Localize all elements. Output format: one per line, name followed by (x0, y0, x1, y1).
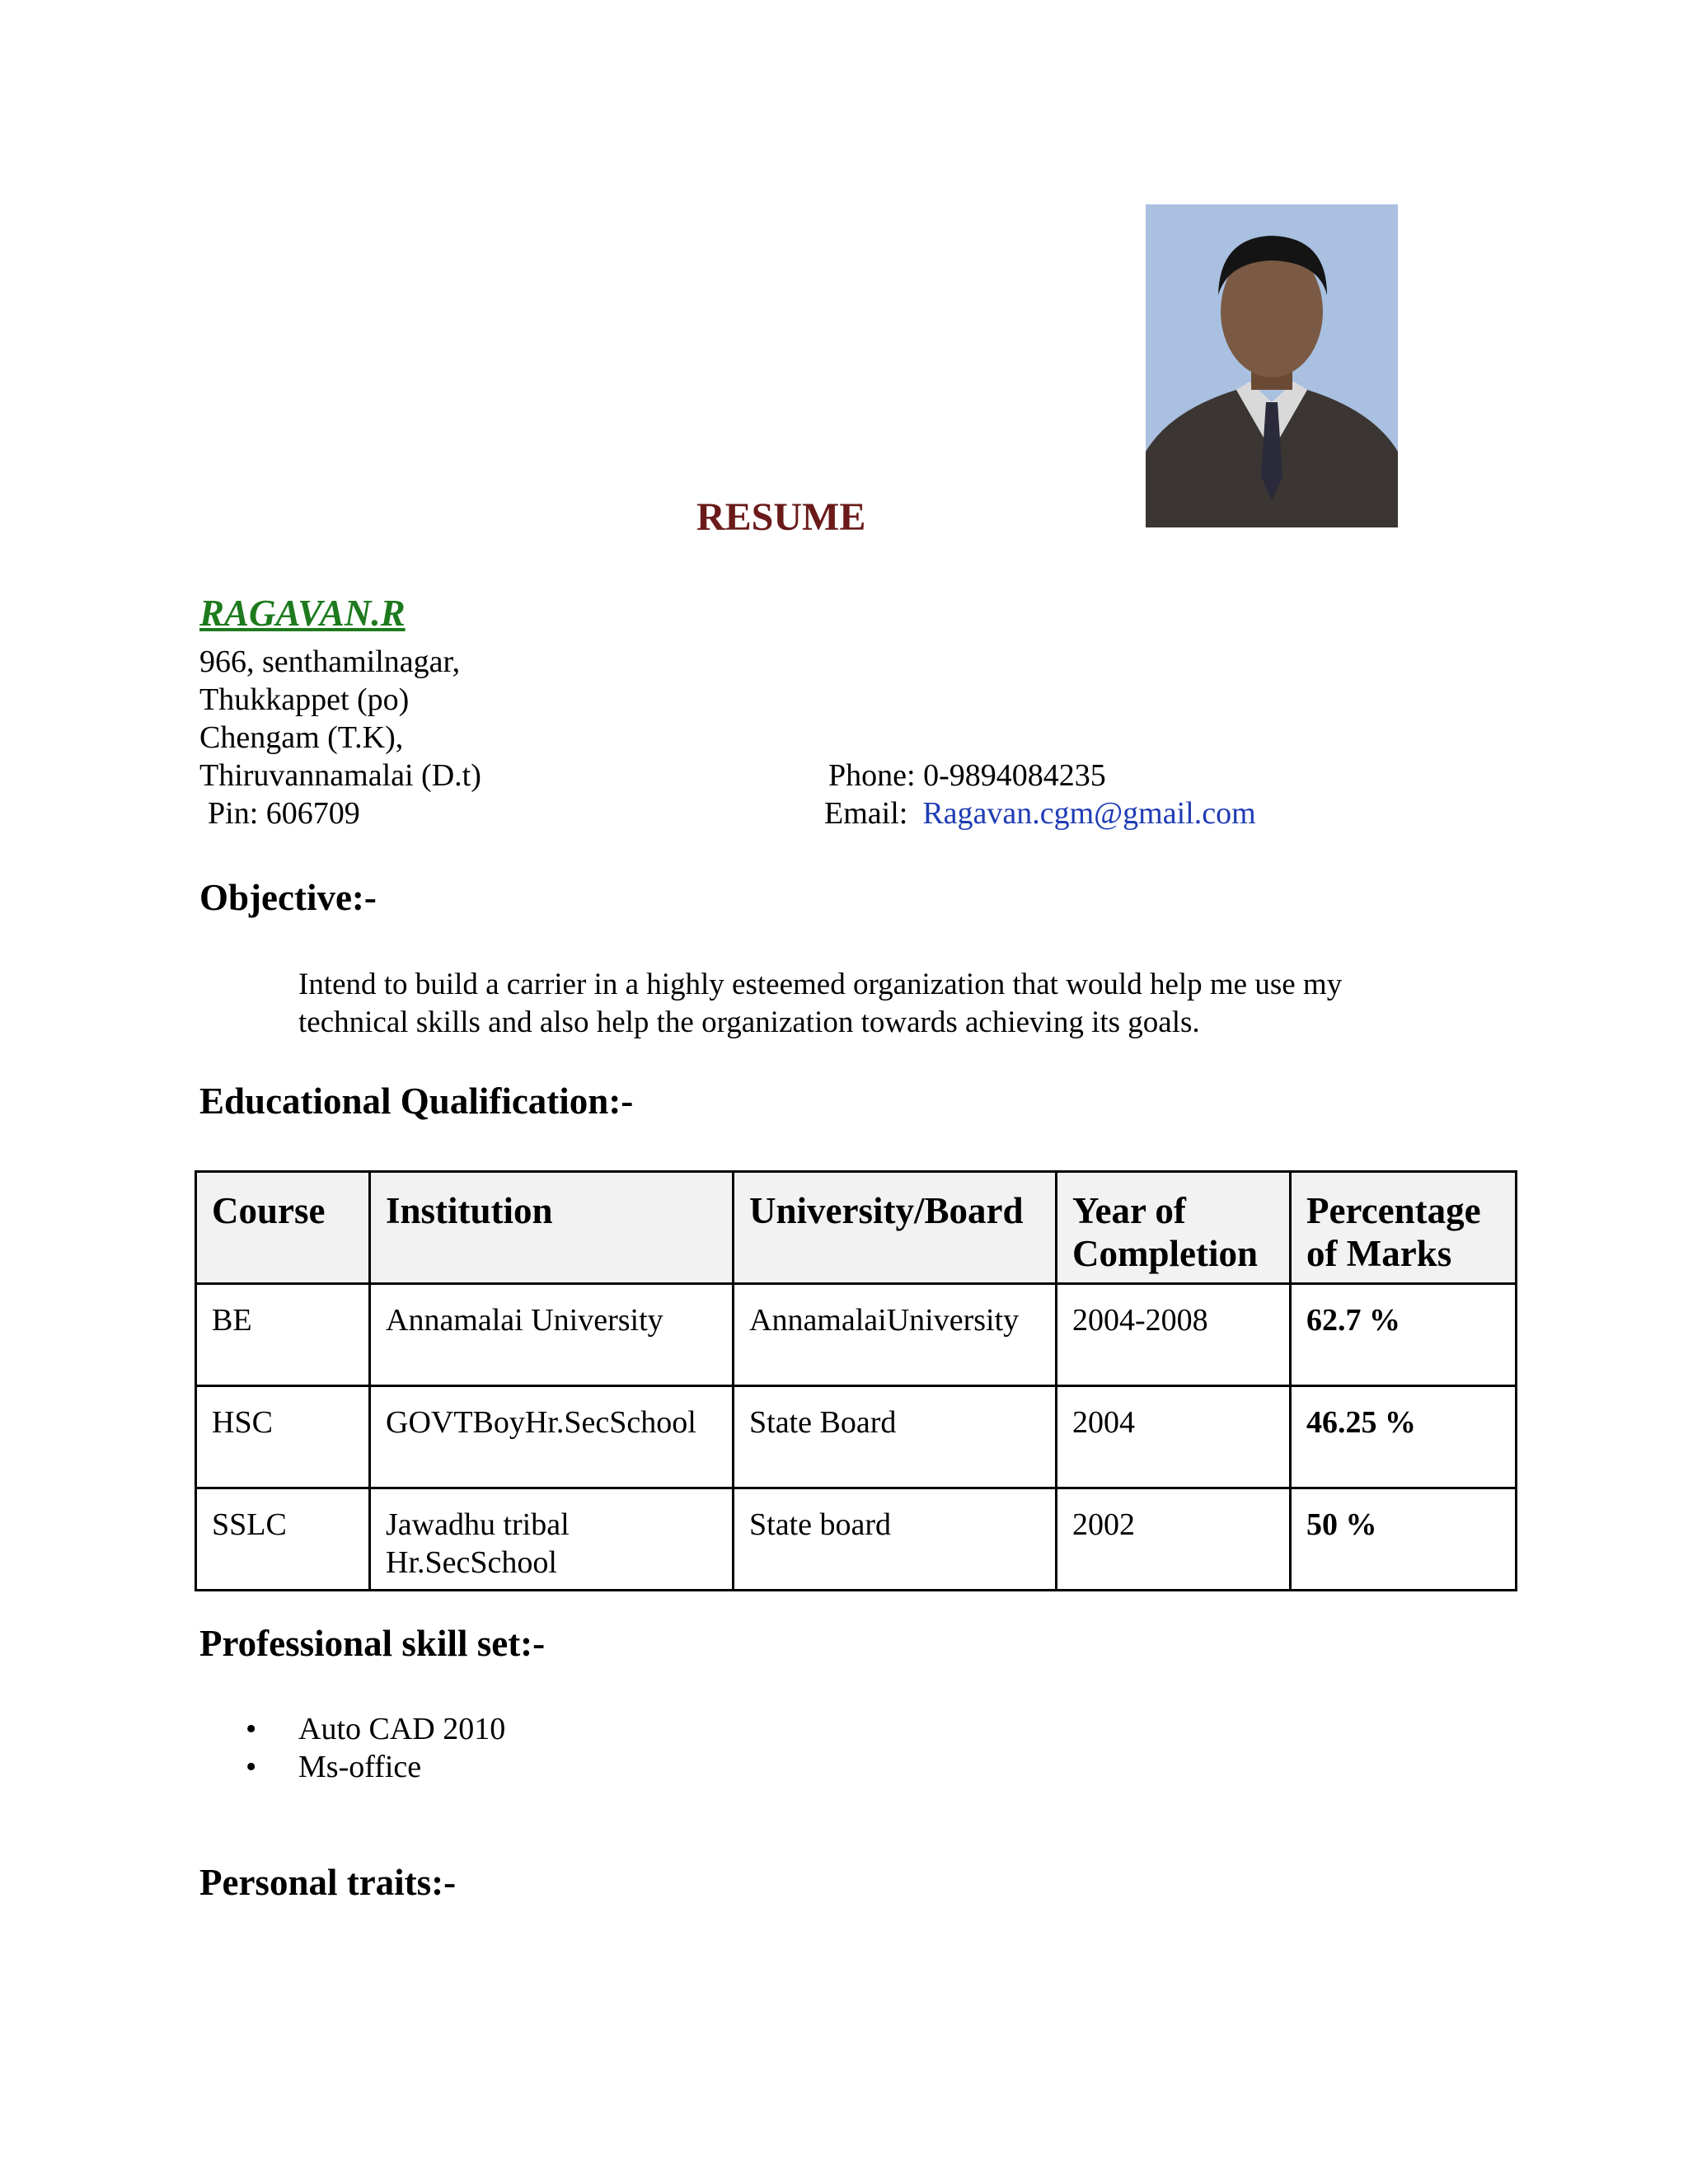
table-cell: 62.7 % (1291, 1284, 1517, 1386)
address-pin: Pin: 606709 (208, 796, 360, 831)
bullet-icon: • (246, 1750, 257, 1784)
traits-heading: Personal traits:- (199, 1862, 457, 1903)
table-row (196, 1488, 1517, 1591)
table-cell: SSLC (196, 1488, 370, 1591)
objective-text: Intend to build a carrier in a highly esteemed organization that would help me use my technical skills and also help the organization towards achieving its goals. (298, 968, 1343, 1039)
education-table (195, 1170, 1517, 1591)
skills-list (246, 1710, 505, 1786)
address-line: Thukkappet (po) (199, 682, 410, 717)
address-line: Thiruvannamalai (D.t) (199, 758, 481, 793)
email-row (824, 794, 1256, 832)
table-row (196, 1386, 1517, 1488)
table-cell: State Board (734, 1386, 1057, 1488)
skill-label: Ms-office (298, 1750, 422, 1784)
column-header: Percentage of Marks (1291, 1172, 1517, 1284)
table-header-row (196, 1172, 1517, 1284)
table-cell: Annamalai University (370, 1284, 734, 1386)
bullet-icon: • (246, 1712, 257, 1746)
document-title: RESUME (696, 495, 866, 539)
profile-photo (1146, 204, 1398, 527)
table-row (196, 1284, 1517, 1386)
table-cell: 2004-2008 (1057, 1284, 1291, 1386)
table-cell: BE (196, 1284, 370, 1386)
address-line: 966, senthamilnagar, (199, 644, 461, 679)
table-cell: AnnamalaiUniversity (734, 1284, 1057, 1386)
column-header: Course (196, 1172, 370, 1284)
phone-label: Phone: (828, 758, 916, 793)
skill-label: Auto CAD 2010 (298, 1712, 506, 1746)
table-cell: 46.25 % (1291, 1386, 1517, 1488)
column-header: University/Board (734, 1172, 1057, 1284)
phone-row (828, 757, 1106, 794)
table-cell: State board (734, 1488, 1057, 1591)
objective-heading: Objective:- (199, 877, 377, 918)
phone-value: 0-9894084235 (923, 758, 1106, 793)
table-cell: GOVTBoyHr.SecSchool (370, 1386, 734, 1488)
email-link[interactable]: Ragavan.cgm@gmail.com (922, 796, 1256, 831)
table-cell: HSC (196, 1386, 370, 1488)
table-cell: Jawadhu tribal Hr.SecSchool (370, 1488, 734, 1591)
education-heading: Educational Qualification:- (199, 1080, 634, 1122)
list-item (246, 1748, 505, 1786)
skills-heading: Professional skill set:- (199, 1623, 546, 1664)
candidate-name: RAGAVAN.R (199, 593, 406, 634)
column-header: Institution (370, 1172, 734, 1284)
table-cell: 2004 (1057, 1386, 1291, 1488)
address-line: Chengam (T.K), (199, 720, 404, 755)
table-cell: 2002 (1057, 1488, 1291, 1591)
table-cell: 50 % (1291, 1488, 1517, 1591)
email-label: Email: (824, 796, 908, 831)
column-header: Year of Completion (1057, 1172, 1291, 1284)
list-item (246, 1710, 505, 1748)
